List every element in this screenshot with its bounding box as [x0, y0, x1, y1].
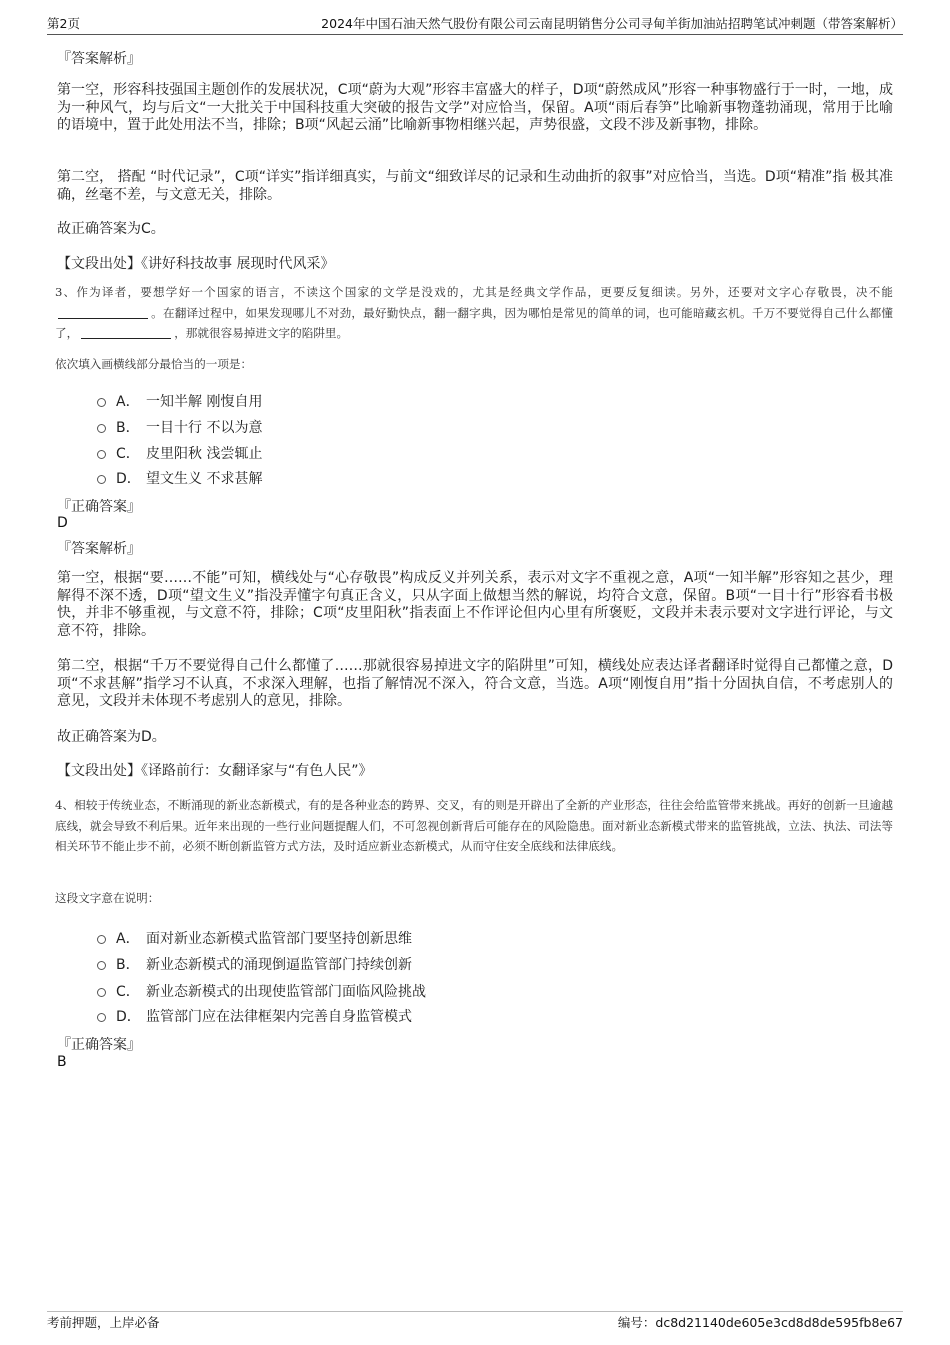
- option-c[interactable]: C． 新业态新模式的出现使监管部门面临风险挑战: [97, 981, 426, 1003]
- source-citation: 【文段出处】《译路前行：女翻译家与“有色人民”》: [57, 763, 373, 779]
- option-a[interactable]: A． 一知半解 刚愎自用: [97, 391, 262, 413]
- radio-icon[interactable]: [97, 988, 106, 997]
- conclusion: 故正确答案为D。: [57, 729, 166, 745]
- analysis-paragraph: 第二空， 搭配 “时代记录”，C项“详实”指详细真实，与前文“细致详尽的记录和生动曲折的叙事”对应恰当，当选。D项“精准”指 极其准确，丝毫不差，与文意无关，排除。: [57, 169, 893, 203]
- radio-icon[interactable]: [97, 398, 106, 407]
- radio-icon[interactable]: [97, 424, 106, 433]
- page-number: 第2页: [47, 16, 80, 31]
- radio-icon[interactable]: [97, 961, 106, 970]
- question-4-stem: 这段文字意在说明：: [55, 891, 160, 905]
- option-c[interactable]: C． 皮里阳秋 浅尝辄止: [97, 443, 262, 465]
- analysis-tag: 『答案解析』: [57, 51, 141, 67]
- blank-1: [58, 306, 148, 319]
- footer-slogan: 考前押题，上岸必备: [47, 1315, 160, 1330]
- blank-2: [81, 326, 171, 339]
- radio-icon[interactable]: [97, 475, 106, 484]
- footer-serial: 编号：dc8d21140de605e3cd8d8de595fb8e67: [617, 1315, 903, 1330]
- option-d[interactable]: D． 监管部门应在法律框架内完善自身监管模式: [97, 1006, 412, 1028]
- question-4-text: 4、相较于传统业态，不断涌现的新业态新模式，有的是各种业态的跨界、交叉，有的则是开辟出了全新的产业形态，往往会给监管带来挑战。再好的创新一旦逾越底线，就会导致不利后果。近年来出现的一些行业问题提醒人们，不可忽视创新背后可能存在的风险隐患。面对新业态新模式带来的监管挑战，立法、执法、司法等相关环节不能止步不前，必须不断创新监管方式方法，及时适应新业态新模式，从而守住安全底线和法律底线。: [55, 798, 893, 854]
- analysis-tag: 『答案解析』: [57, 541, 141, 557]
- document-title: 2024年中国石油天然气股份有限公司云南昆明销售分公司寻甸羊街加油站招聘笔试冲刺题（带答案解析）: [321, 16, 903, 31]
- correct-answer: B: [57, 1054, 67, 1070]
- question-3-text: 3、作为译者，要想学好一个国家的语言，不读这个国家的文学是没戏的，尤其是经典文学作品，更要反复细读。另外，还要对文字心存敬畏，决不能。在翻译过程中，如果发现哪儿不对劲，最好勤快点，翻一翻字典，因为哪怕是常见的简单的词，也可能暗藏玄机。千万不要觉得自己什么都懂了， ，那就很容易掉进文字的陷阱里。: [55, 285, 893, 341]
- option-a[interactable]: A． 面对新业态新模式监管部门要坚持创新思维: [97, 928, 412, 950]
- answer-tag: 『正确答案』: [57, 499, 141, 515]
- analysis-paragraph: 第一空，根据“要……不能”可知，横线处与“心存敬畏”构成反义并列关系，表示对文字不重视之意，A项“一知半解”形容知之甚少，理解得不深不透，D项“望文生义”指没弄懂字句真正含义，只从字面上做想当然的解说，均符合文意，保留。B项“一目十行”形容看书极快，并非不够重视，与文意不符，排除；C项“皮里阳秋”指表面上不作评论但内心里有所褒贬，文段并未表示要对文字进行评论，与文意不符，排除。: [57, 570, 893, 639]
- option-b[interactable]: B． 一目十行 不以为意: [97, 417, 262, 439]
- radio-icon[interactable]: [97, 450, 106, 459]
- correct-answer: D: [57, 515, 68, 531]
- source-citation: 【文段出处】《讲好科技故事 展现时代风采》: [57, 256, 335, 272]
- option-b[interactable]: B． 新业态新模式的涌现倒逼监管部门持续创新: [97, 954, 412, 976]
- analysis-paragraph: 第一空，形容科技强国主题创作的发展状况，C项“蔚为大观”形容丰富盛大的样子，D项“蔚然成风”形容一种事物盛行于一时，一地，成为一种风气，均与后文“一大批关于中国科技重大突破的报告文学”对应恰当，保留。A项“雨后春笋”比喻新事物蓬勃涌现，常用于比喻的语境中，置于此处用法不当，排除；B项“风起云涌”比喻新事物相继兴起，声势很盛，文段不涉及新事物，排除。: [57, 82, 893, 133]
- question-3-stem: 依次填入画横线部分最恰当的一项是：: [55, 357, 253, 371]
- answer-tag: 『正确答案』: [57, 1037, 141, 1053]
- footer-divider: [47, 1311, 903, 1312]
- radio-icon[interactable]: [97, 935, 106, 944]
- option-d[interactable]: D． 望文生义 不求甚解: [97, 468, 262, 490]
- page-header: [47, 14, 903, 35]
- analysis-paragraph: 第二空，根据“千万不要觉得自己什么都懂了……那就很容易掉进文字的陷阱里”可知，横线处应表达译者翻译时觉得自己都懂之意，D项“不求甚解”指学习不认真，不求深入理解，也指了解情况不深入，符合文意，当选。A项“刚愎自用”指十分固执自信，不考虑别人的意见，文段并未体现不考虑别人的意见，排除。: [57, 658, 893, 709]
- conclusion: 故正确答案为C。: [57, 221, 165, 237]
- radio-icon[interactable]: [97, 1013, 106, 1022]
